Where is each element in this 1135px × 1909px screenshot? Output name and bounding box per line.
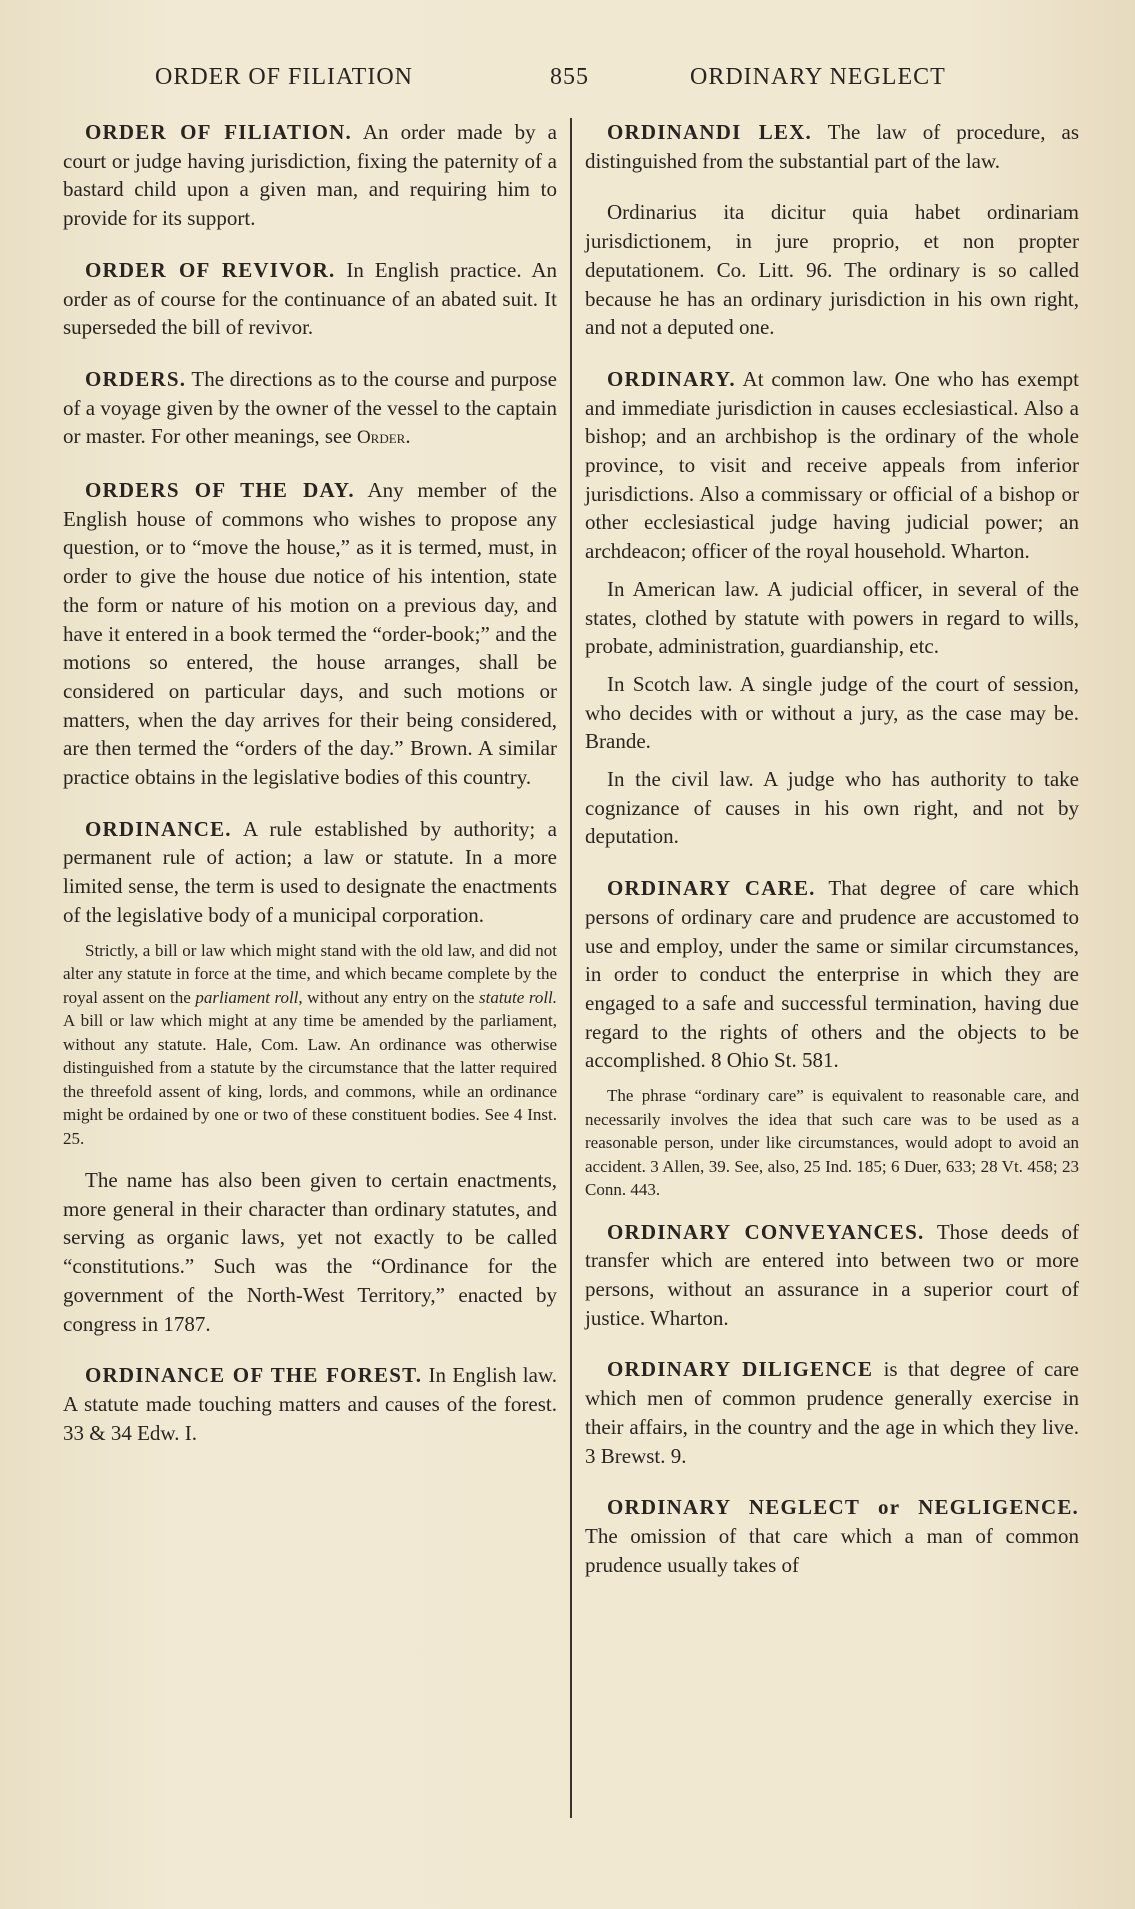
entry-definition: Any member of the English house of commons who wishes to propose any question, or to “move the house,” as it is termed, must, in order to give the house due notice of his intention, state the form or nature of his motion on a previous day, and have it entered in a book termed the “order-book;” and the motions so entered, the house arranges, shall be considered on particular days, and such motions or matters, when the day arrives for their being considered, are then termed the “orders of the day.” Brown. A similar practice obtains in the legislative bodies of this country. [63,478,557,790]
entry-ordinary-care [585,874,1079,1075]
entry-ordinary-care-note: The phrase “ordinary care” is equivalent to reasonable care, and necessarily involves the idea that such care was to be used as a reasonable person, under like circumstances, would adopt to avoid an accident. 3 Allen, 39. See, also, 25 Ind. 185; 6 Duer, 633; 28 Vt. 458; 23 Conn. 443. [585,1086,1079,1200]
entry-headword: ORDINARY CARE. [607,876,816,901]
entry-ordinary [585,365,1079,566]
entry-ordinandi-lex [585,118,1079,175]
running-header [0,64,1135,96]
entry-ordinance [63,815,557,930]
entry-definition: At common law. One who has exempt and immediate jurisdiction in causes ecclesiastical. Also a bishop; and an archbishop is the ordinary of the whole province, to visit and receive appeals from inferior jurisdictions. Also a commissary or official of a bishop or other ecclesiastical judge having judicial power; an archdeacon; officer of the royal household. Wharton. [585,366,1080,564]
note-italic-term: statute roll. [478,987,558,1007]
entry-ordinance-of-the-forest [63,1361,557,1447]
note-text: Strictly, a bill or law which might stand with the old law, and did not alter any statute in force at the time, and which became complete by the royal assent on the [63,940,557,1007]
entry-orders [63,365,557,453]
entry-definition: The directions as to the course and purpose of a voyage given by the owner of the vessel to the captain or master. For other meanings, see [63,366,557,449]
entry-ordinance-paragraph: The name has also been given to certain enactments, more general in their character than ordinary statutes, and serving as organic laws, yet not exactly to be called “constitutions.” Such was the “Ordinance for the government of the North-West Territory,” enacted by congress in 1787. [63,1168,557,1336]
entry-ordinary-civil: In the civil law. A judge who has authority to take cognizance of causes in his own right, and not by deputation. [585,767,1079,849]
entry-ordinary-american: In American law. A judicial officer, in several of the states, clothed by statute with powers in regard to wills, probate, administration, guardianship, etc. [585,576,1079,659]
entry-headword: ORDINARY CONVEYANCES. [607,1219,925,1244]
column-divider [570,118,572,1818]
entry-definition: In English law. A statute made touching matters and causes of the forest. 33 & 34 Edw. I. [63,1363,557,1445]
entry-headword: ORDERS. [85,366,187,391]
entry-ordinary-scotch: In Scotch law. A single judge of the court of session, who decides with or without a jury, as the case may be. Brande. [585,671,1079,754]
entry-headword: ORDINANCE OF THE FOREST. [85,1363,423,1388]
left-column [63,118,557,1470]
entry-headword: ORDINANDI LEX. [607,120,812,144]
entry-headword: ORDINARY DILIGENCE [607,1357,874,1382]
cross-reference-link[interactable]: Order [356,427,406,449]
entry-end-punct: . [405,424,411,449]
entry-definition: is that degree of care which men of common prudence generally exercise in their affairs, in the country and the age in which they live. 3 Brewst. 9. [585,1357,1080,1468]
header-right-term: ORDINARY NEGLECT [690,64,946,90]
entry-headword: ORDERS OF THE DAY. [85,478,355,503]
entry-definition: The omission of that care which a man of common prudence usually takes of [585,1523,1079,1577]
entry-definition: That degree of care which persons of ordinary care and prudence are accustomed to use and employ, under the same or similar circumstances, in order to conduct the enterprise in which they are engaged to a safe and successful termination, having due regard to the rights of others and the objects to be accomplished. 8 Ohio St. 581. [585,876,1079,1073]
entry-definition: In English practice. An order as of course for the continuance of an abated suit. It superseded the bill of revivor. [63,257,557,340]
entry-headword: ORDER OF FILIATION. [85,120,352,144]
entry-order-of-revivor [63,256,557,342]
page-number: 855 [550,64,589,90]
entry-ordinarius-maxim: Ordinarius ita dicitur quia habet ordinariam jurisdictionem, in jure proprio, et non propter deputationem. Co. Litt. 96. The ordinary is so called because he has an ordinary jurisdiction in his own right, and not a deputed one. [585,200,1079,340]
entry-ordinance-note [63,939,557,1151]
entry-headword: ORDINANCE. [85,816,232,841]
right-column [585,118,1079,1602]
header-left-term: ORDER OF FILIATION [155,64,413,90]
entry-ordinary-conveyances [585,1218,1079,1333]
entry-ordinary-neglect [585,1493,1079,1579]
entry-headword: ORDINARY NEGLECT or NEGLIGENCE. [607,1495,1079,1520]
entry-orders-of-the-day [63,476,557,792]
note-text: , without any entry on the [298,987,475,1007]
entry-definition: An order made by a court or judge having jurisdiction, fixing the paternity of a bastard child upon a given man, and requiring him to provide for its support. [63,120,557,231]
entry-headword: ORDER OF REVIVOR. [85,257,336,282]
note-text: A bill or law which might at any time be amended by the parliament, without any statute. Hale, Com. Law. An ordinance was otherwise distinguished from a statute by the circumstance that the latter required the threefold assent of king, lords, and commons, while an ordinance might be ordained by one or two of these constituent bodies. See 4 Inst. 25. [63,1011,557,1148]
entry-ordinary-diligence [585,1355,1079,1470]
entry-headword: ORDINARY. [607,366,736,391]
entry-definition: A rule established by authority; a permanent rule of action; a law or statute. In a more limited sense, the term is used to designate the enactments of the legislative body of a municipal corporation. [63,816,557,927]
note-italic-term: parliament roll [195,987,299,1007]
entry-order-of-filiation [63,118,557,233]
entry-definition: Those deeds of transfer which are entered into between two or more persons, without an assurance in a superior court of justice. Wharton. [585,1219,1079,1330]
entry-definition: The law of procedure, as distinguished from the substantial part of the law. [585,120,1080,173]
